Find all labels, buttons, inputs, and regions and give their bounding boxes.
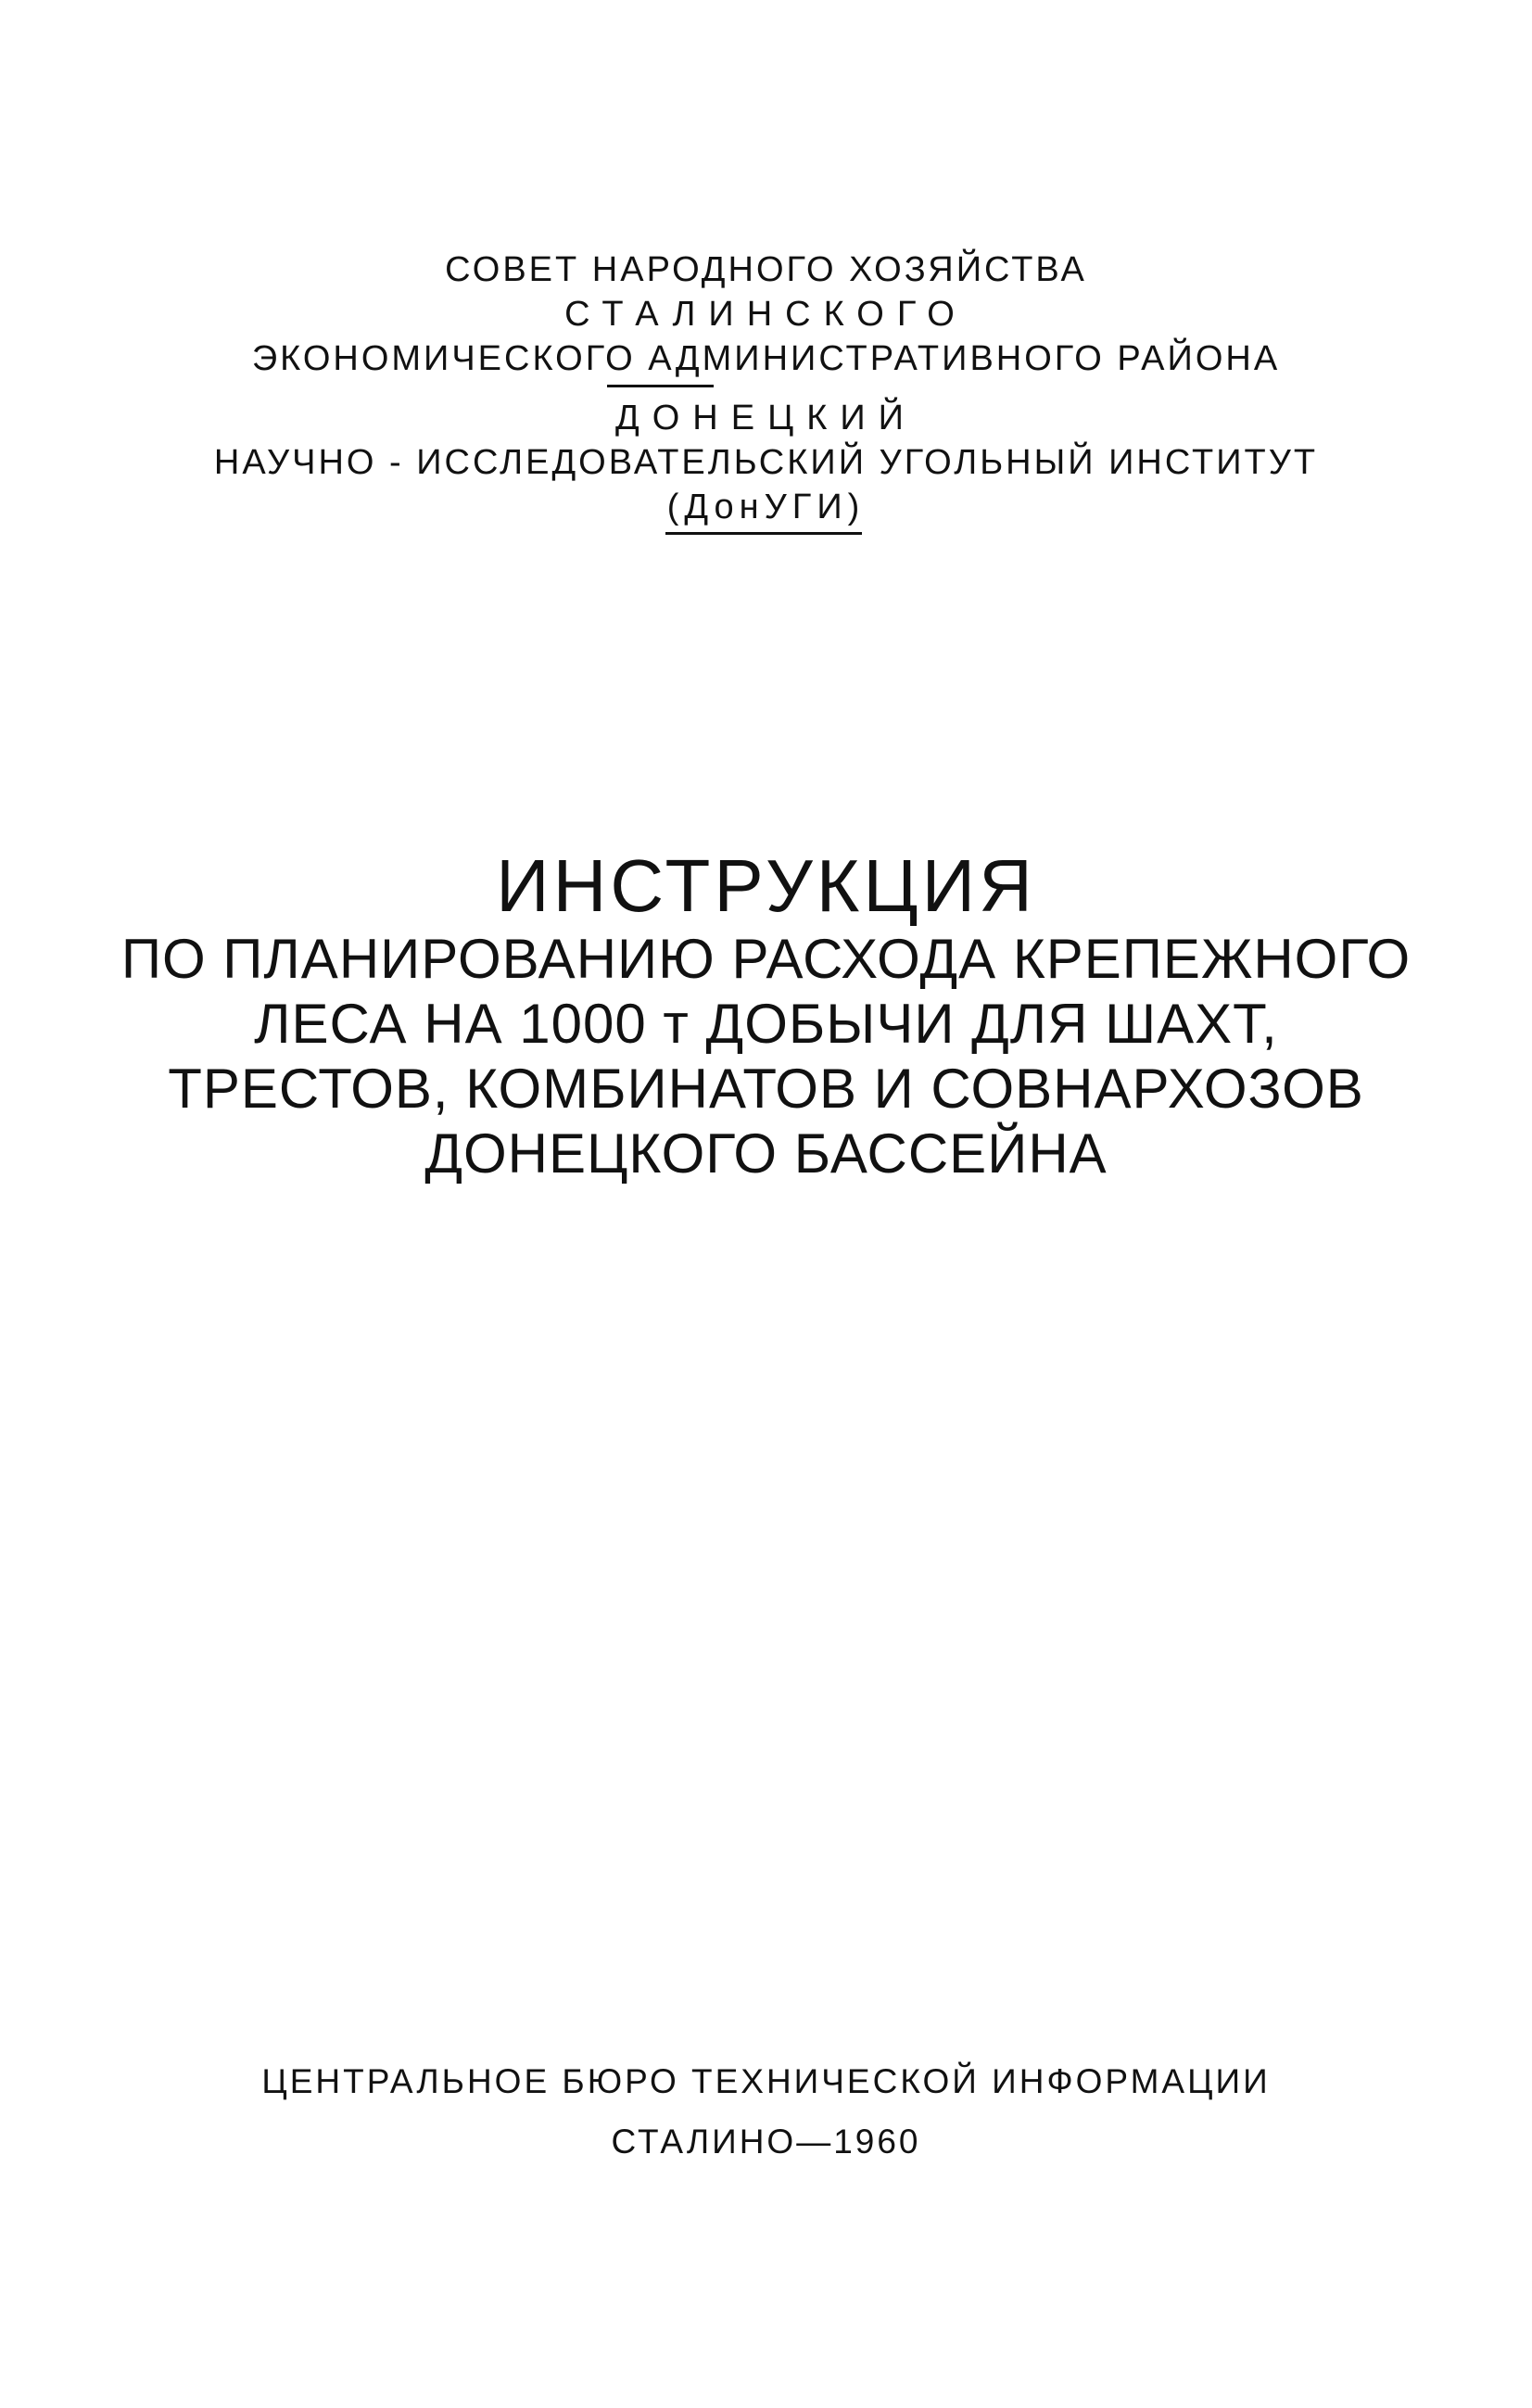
separator-rule-2: [665, 532, 862, 535]
institute-name-line-1: ДОНЕЦКИЙ: [615, 399, 917, 437]
publisher-name: ЦЕНТРАЛЬНОЕ БЮРО ТЕХНИЧЕСКОЙ ИНФОРМАЦИИ: [261, 2062, 1271, 2100]
subtitle-line-3: ТРЕСТОВ, КОМБИНАТОВ И СОВНАРХОЗОВ: [168, 1058, 1364, 1120]
institute-name-line-2: НАУЧНО - ИССЛЕДОВАТЕЛЬСКИЙ УГОЛЬНЫЙ ИНСТИТУТ: [213, 443, 1319, 482]
council-name-line-1: СОВЕТ НАРОДНОГО ХОЗЯЙСТВА: [445, 250, 1087, 289]
council-name-line-2: СТАЛИНСКОГО: [564, 295, 968, 334]
subtitle-line-2: ЛЕСА НА 1000 т ДОБЫЧИ ДЛЯ ШАХТ,: [254, 993, 1278, 1055]
separator-rule-1: [607, 385, 714, 387]
subtitle-line-4: ДОНЕЦКОГО БАССЕЙНА: [424, 1122, 1108, 1185]
place-and-year: СТАЛИНО—1960: [611, 2123, 921, 2161]
document-title: ИНСТРУКЦИЯ: [496, 844, 1036, 927]
council-name-line-3: ЭКОНОМИЧЕСКОГО АДМИНИСТРАТИВНОГО РАЙОНА: [251, 339, 1281, 378]
subtitle-line-1: ПО ПЛАНИРОВАНИЮ РАСХОДА КРЕПЕЖНОГО: [120, 928, 1412, 990]
institute-abbreviation: (ДонУГИ): [666, 488, 866, 526]
